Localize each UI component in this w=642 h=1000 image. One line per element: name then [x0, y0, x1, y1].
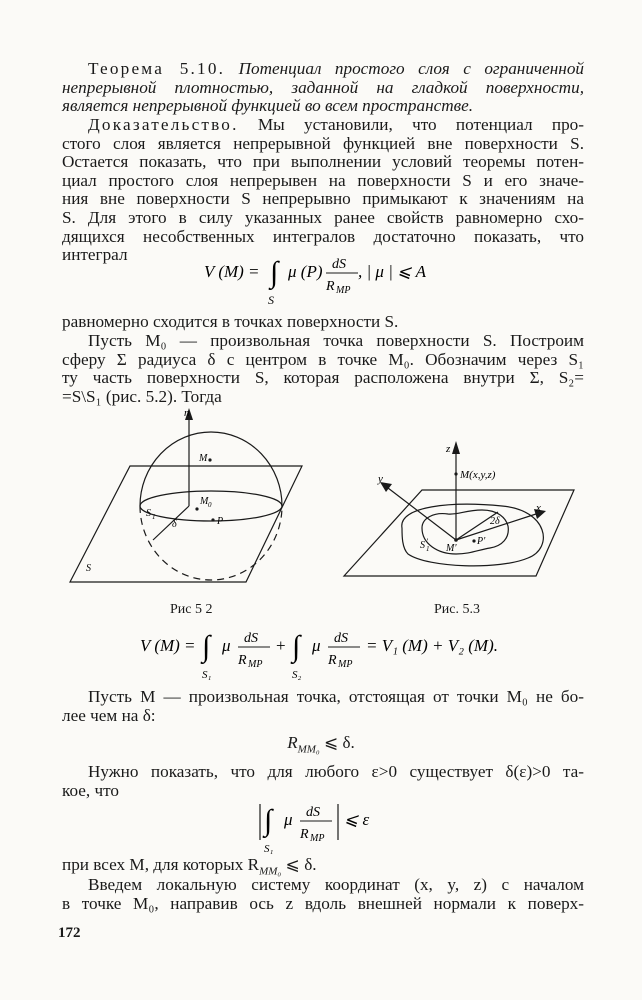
label-M0: M — [200, 496, 209, 507]
plane-S — [70, 466, 302, 582]
proof-line: S. Для этого в силу указанных ранее свойств равномерно схо- — [62, 207, 584, 227]
proof-line: дящихся несобственных интегралов достаточно показать, что — [62, 226, 584, 246]
paragraph-4 — [62, 763, 584, 800]
equation-2 — [140, 626, 520, 682]
point-P — [211, 518, 214, 521]
text-line: ту часть поверхности S, которая расположена внутри Σ, S₂= — [62, 368, 584, 388]
theorem-line: непрерывной плотностью, заданной на гладкой поверхности, — [62, 77, 584, 97]
eq2-den2-sub: MP — [338, 659, 353, 670]
equation-3: $R_{MM_0}$ ⩽ δ. — [287, 733, 355, 756]
label-x: x — [536, 502, 541, 514]
eq1-cond: , | μ | ⩽ A — [358, 262, 427, 281]
point-P-prime — [472, 539, 475, 542]
page-number: 172 — [58, 925, 81, 941]
eq1-sub: S — [268, 293, 274, 307]
text-line: в точке M₀, направив ось z вдоль внешней нормали к поверх- — [62, 893, 584, 913]
eq2-sub1: S₁ — [202, 669, 212, 681]
label-S1-prime-sub: 1 — [426, 545, 430, 553]
proof-block — [62, 116, 584, 265]
theorem-heading: Теорема 5.10. — [88, 59, 226, 78]
integral-sign-2: ∫ — [292, 630, 301, 663]
text-line: равномерно сходится в точках поверхности S. — [62, 312, 399, 331]
label-delta: δ — [172, 519, 177, 530]
eq2-mu2: μ — [312, 636, 321, 655]
label-S1: S — [146, 508, 151, 519]
label-y: y — [378, 473, 383, 485]
equation-1 — [190, 252, 470, 308]
text-line: при всех M, для которых $R_{MM_0}$ ⩽ δ. — [62, 855, 317, 878]
eq1-integrand: μ (P) — [288, 262, 323, 281]
text-line: =S\S₁ (рис. 5.2). Тогда — [62, 386, 222, 406]
text-line: Пусть M — произвольная точка, отстоящая от точки M₀ не бо- — [88, 687, 584, 706]
eq2-num1: dS — [244, 631, 258, 646]
radius-line — [153, 506, 189, 540]
text-line: Пусть M₀ — произвольная точка поверхности S. Построим — [88, 331, 584, 350]
figure-5-3 — [340, 408, 590, 598]
figure-5-2 — [60, 408, 320, 598]
paragraph-2 — [62, 332, 584, 406]
eq2-lhs: V (M) = — [140, 636, 196, 655]
eq1-den: R — [326, 279, 335, 294]
equation-4 — [254, 800, 404, 856]
label-M-prime: M' — [446, 543, 457, 554]
label-M: M — [199, 453, 208, 464]
label-S1-prime: S — [420, 540, 425, 551]
eq4-rest: ⩽ ε — [344, 810, 370, 829]
after-eq1 — [62, 313, 584, 332]
theorem-line: является непрерывной функцией во всем пространстве. — [62, 96, 474, 116]
label-z: z — [446, 443, 451, 455]
eq4-sub: S₁ — [264, 843, 274, 855]
label-M0-sub: 0 — [208, 501, 212, 509]
figure-5-3-caption: Рис. 5.3 — [434, 602, 480, 617]
paragraph-3 — [62, 688, 584, 725]
label-P-prime: P' — [477, 536, 486, 547]
label-S1-prime-mark: ' — [426, 537, 428, 546]
label-S: S — [86, 563, 91, 574]
proof-line: ния вне поверхности S непрерывно примыкают к значениям на — [62, 189, 584, 209]
figure-5-2-caption: Рис 5 2 — [170, 602, 213, 617]
theorem-block — [62, 60, 584, 116]
proof-heading: Доказательство. — [88, 115, 239, 134]
integral-sign: ∫ — [270, 256, 279, 289]
eq2-den2: R — [328, 653, 337, 668]
eq2-den1: R — [238, 653, 247, 668]
eq4-num: dS — [306, 805, 320, 820]
theorem-line: Теорема 5.10. Потенциал простого слоя с ограниченной — [88, 59, 585, 78]
proof-line: интеграл — [62, 245, 128, 265]
label-Mxyz: M(x,y,z) — [460, 469, 496, 481]
label-2delta: 2δ — [490, 516, 500, 527]
point-M0 — [195, 507, 198, 510]
paragraph-5 — [62, 855, 584, 878]
point-M — [208, 458, 211, 461]
eq1-den-sub: MP — [336, 285, 351, 296]
eq4-den: R — [300, 827, 309, 842]
text-line: Введем локальную систему координат (x, y, z) с началом — [88, 875, 584, 894]
proof-line: стого слоя является непрерывной функцией вне поверхности S. — [62, 133, 584, 153]
point-Mxyz — [454, 472, 457, 475]
eq1-lhs: V (M) = — [204, 262, 260, 281]
z-arrow — [452, 441, 460, 454]
proof-line: Остается показать, что при выполнении условий теоремы потен- — [62, 152, 584, 172]
integral-sign: ∫ — [264, 804, 273, 837]
eq2-num2: dS — [334, 631, 348, 646]
eq4-mu: μ — [284, 810, 293, 829]
label-n: n — [184, 408, 190, 419]
paragraph-6 — [62, 876, 584, 913]
text-line: сферу Σ радиуса δ с центром в точке M₀. Обозначим через S₁ — [62, 349, 584, 369]
point-M-prime — [454, 538, 458, 542]
integral-sign-1: ∫ — [202, 630, 211, 663]
eq2-rhs: = V₁ (M) + V₂ (M). — [366, 636, 498, 655]
text-line: Нужно показать, что для любого ε>0 существует δ(ε)>0 та- — [88, 762, 584, 781]
label-P: P — [217, 516, 224, 527]
eq4-den-sub: MP — [310, 833, 325, 844]
eq2-plus: + — [276, 636, 286, 655]
eq2-mu1: μ — [222, 636, 231, 655]
label-S1-sub: 1 — [152, 513, 156, 521]
text-line: кое, что — [62, 780, 120, 800]
eq1-num: dS — [332, 257, 346, 272]
text-line: лее чем на δ: — [62, 705, 156, 725]
proof-line: Доказательство. Мы установили, что потенциал про- — [88, 115, 584, 134]
eq2-den1-sub: MP — [248, 659, 263, 670]
eq2-sub2: S₂ — [292, 669, 302, 681]
proof-line: циал простого слоя непрерывен на поверхности S и его значе- — [62, 170, 584, 190]
